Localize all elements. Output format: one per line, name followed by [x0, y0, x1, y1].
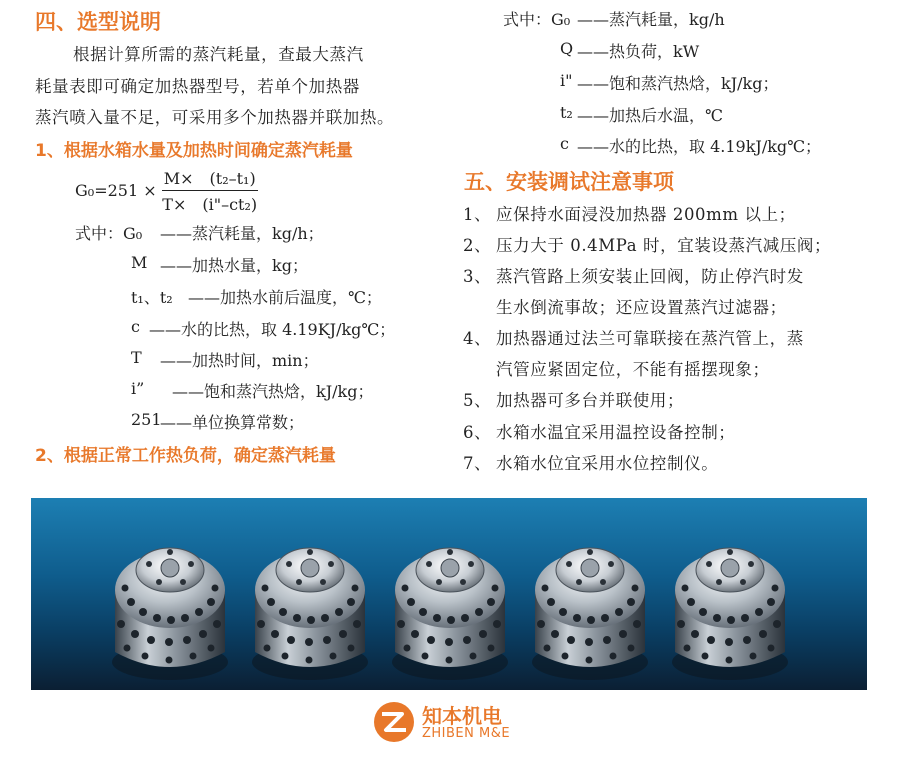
nozzle-row	[31, 498, 867, 690]
steam-formula	[75, 166, 258, 215]
def1-desc-6: ——单位换算常数；	[160, 413, 305, 432]
intro-line-2: 耗量表即可确定加热器型号，若单个加热器	[35, 77, 360, 96]
nozzle-2	[252, 548, 368, 680]
note-num-7: 7、	[463, 454, 492, 473]
formula-numerator: M× (t₂–t₁)	[162, 166, 258, 191]
def1-sym-5: i”	[131, 379, 145, 398]
note-num-6: 6、	[463, 423, 492, 442]
def2-desc-2: ——饱和蒸汽热焓，kJ/kg；	[577, 74, 779, 93]
nozzle-1	[112, 548, 228, 680]
def2-desc-1: ——热负荷，kW	[577, 42, 700, 61]
note-4-line-2: 汽管应紧固定位，不能有摇摆现象；	[496, 360, 770, 379]
def2-desc-0: ——蒸汽耗量，kg/h	[577, 10, 725, 29]
formula-lhs: G₀=251 ×	[75, 181, 157, 200]
company-logo	[372, 698, 512, 748]
logo-z-icon	[372, 700, 416, 744]
intro-line-1: 根据计算所需的蒸汽耗量，查最大蒸汽	[73, 45, 364, 64]
def1-desc-3: ——水的比热，取 4.19KJ/kg℃；	[149, 320, 396, 339]
def2-sym-1: Q	[560, 39, 574, 58]
nozzle-5	[672, 548, 788, 680]
note-2-line-1: 压力大于 0.4MPa 时，宜装设蒸汽减压阀；	[496, 236, 832, 255]
note-3-line-2: 生水倒流事故；还应设置蒸汽过滤器；	[496, 298, 787, 317]
section4-title: 四、选型说明	[35, 10, 161, 34]
formula-denominator: T× (i"–ct₂)	[162, 195, 258, 214]
intro-line-3: 蒸汽喷入量不足，可采用多个加热器并联加热。	[35, 108, 395, 127]
note-6-line-1: 水箱水温宜采用温控设备控制；	[496, 423, 736, 442]
def1-sym-2: t₁、t₂	[131, 288, 173, 307]
note-num-5: 5、	[463, 391, 492, 410]
sub2-title: 2、根据正常工作热负荷，确定蒸汽耗量	[35, 446, 336, 466]
def1-sym-1: M	[131, 253, 148, 272]
def1-sym-3: c	[131, 317, 140, 336]
def1-sym-4: T	[131, 348, 142, 367]
section5-title: 五、安装调试注意事项	[464, 170, 674, 194]
def2-sym-0: 式中：G₀	[503, 10, 571, 29]
def1-desc-2: ——加热水前后温度，℃；	[188, 288, 382, 307]
sub1-title: 1、根据水箱水量及加热时间确定蒸汽耗量	[35, 141, 353, 161]
formula-fraction	[162, 166, 258, 215]
def1-desc-0: ——蒸汽耗量，kg/h；	[160, 224, 324, 243]
def2-desc-3: ——加热后水温，℃	[577, 106, 723, 125]
def2-sym-3: t₂	[560, 103, 573, 122]
note-7-line-1: 水箱水位宜采用水位控制仪。	[496, 454, 719, 473]
note-num-4: 4、	[463, 329, 492, 348]
note-1-line-1: 应保持水面浸没加热器 200mm 以上；	[496, 205, 796, 224]
note-4-line-1: 加热器通过法兰可靠联接在蒸汽管上，蒸	[496, 329, 804, 348]
def1-desc-5: ——饱和蒸汽热焓，kJ/kg；	[172, 382, 374, 401]
nozzle-4	[532, 548, 648, 680]
logo-english-name: ZHIBEN M&E	[422, 726, 511, 741]
logo-chinese-name: 知本机电	[422, 704, 502, 728]
note-num-1: 1、	[463, 205, 492, 224]
def1-desc-1: ——加热水量，kg；	[160, 256, 308, 275]
def1-sym-0: 式中：G₀	[75, 224, 143, 243]
product-photo	[31, 498, 867, 690]
note-num-2: 2、	[463, 236, 492, 255]
def1-sym-6: 251	[131, 410, 162, 429]
def2-desc-4: ——水的比热，取 4.19kJ/kg℃；	[577, 137, 822, 156]
note-3-line-1: 蒸汽管路上须安装止回阀，防止停汽时发	[496, 267, 804, 286]
note-5-line-1: 加热器可多台并联使用；	[496, 391, 685, 410]
nozzle-3	[392, 548, 508, 680]
def2-sym-2: i"	[560, 71, 573, 90]
note-num-3: 3、	[463, 267, 492, 286]
def2-sym-4: c	[560, 134, 569, 153]
def1-desc-4: ——加热时间，min；	[160, 351, 319, 370]
